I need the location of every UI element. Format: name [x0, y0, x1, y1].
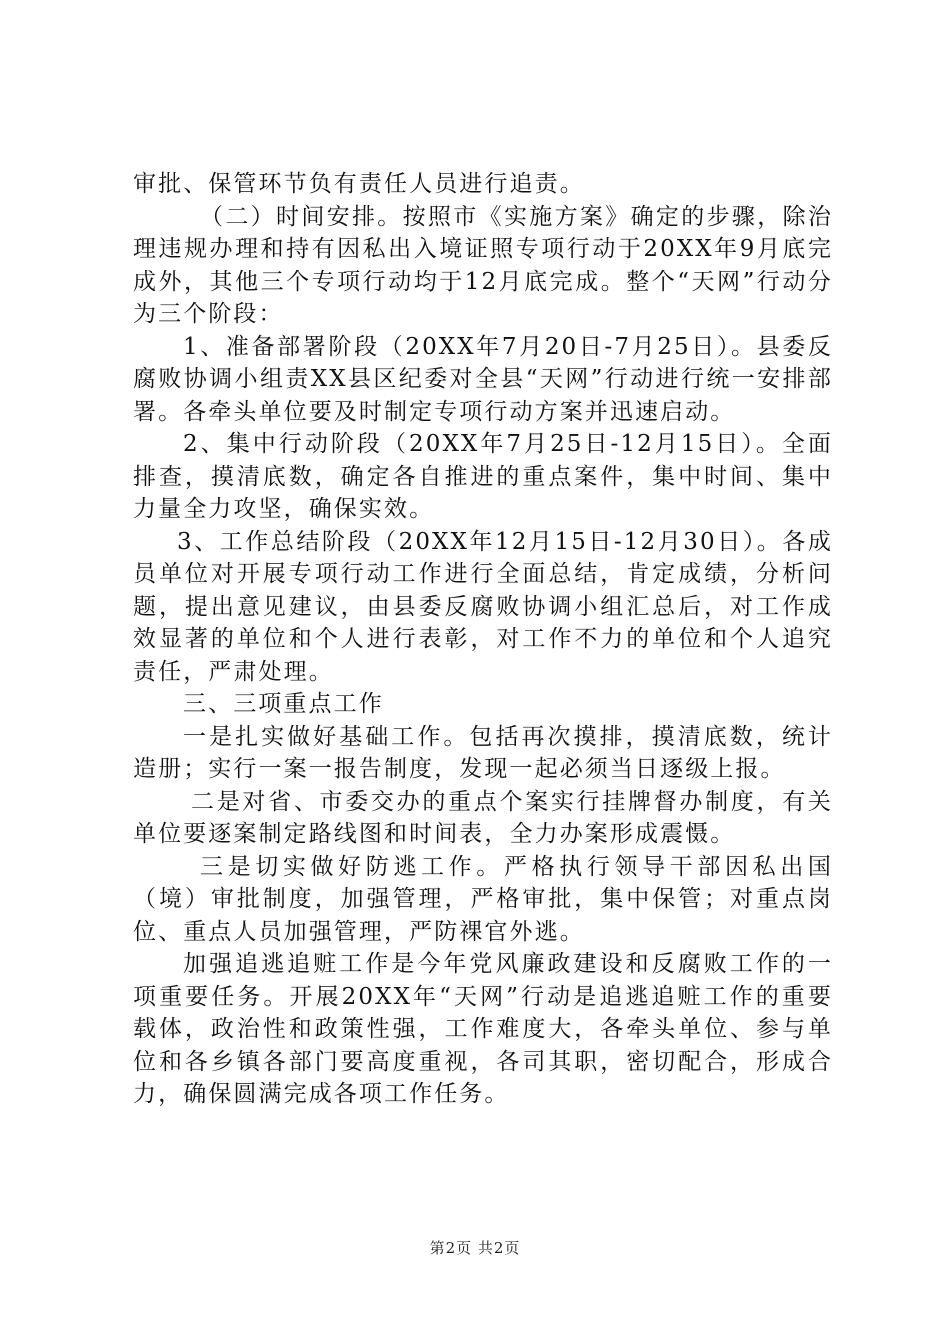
- document-body: [133, 168, 833, 1111]
- paragraph-phase-summary: 3、工作总结阶段（20XX年12月15日-12月30日）。各成员单位对开展专项行动工作进行全面总结，肯定成绩，分析问题，提出意见建议，由县委反腐败协调小组汇总后，对工作成效显著的单位和个人进行表彰，对工作不力的单位和个人追究责任，严肃处理。: [133, 528, 833, 685]
- page-number-footer: 第2页 共2页: [429, 1239, 521, 1257]
- paragraph-time-schedule: （二）时间安排。按照市《实施方案》确定的步骤，除治理违规办理和持有因私出入境证照专项行动于20XX年9月底完成外，其他三个专项行动均于12月底完成。整个“天网”行动分为三个阶段：: [133, 203, 833, 327]
- paragraph-key-task-2: 二是对省、市委交办的重点个案实行挂牌督办制度，有关单位要逐案制定路线图和时间表，全力办案形成震慑。: [133, 788, 833, 847]
- paragraph-key-task-1: 一是扎实做好基础工作。包括再次摸排，摸清底数，统计造册；实行一案一报告制度，发现一起必须当日逐级上报。: [133, 723, 833, 782]
- paragraph-approval-accountability: 审批、保管环节负有责任人员进行追责。: [133, 171, 585, 197]
- paragraph-phase-preparation: 1、准备部署阶段（20XX年7月20日-7月25日）。县委反腐败协调小组责XX县区纪委对全县“天网”行动进行统一安排部署。各牵头单位要及时制定专项行动方案并迅速启动。: [133, 333, 833, 425]
- section-heading-key-tasks: 三、三项重点工作: [183, 691, 384, 717]
- paragraph-key-task-3: 三是切实做好防逃工作。严格执行领导干部因私出国（境）审批制度，加强管理，严格审批，集中保管；对重点岗位、重点人员加强管理，严防裸官外逃。: [133, 853, 833, 945]
- paragraph-conclusion: 加强追逃追赃工作是今年党风廉政建设和反腐败工作的一项重要任务。开展20XX年“天网”行动是追逃追赃工作的重要载体，政治性和政策性强，工作难度大，各牵头单位、参与单位和各乡镇各部门要高度重视，各司其职，密切配合，形成合力，确保圆满完成各项工作任务。: [133, 951, 833, 1107]
- paragraph-phase-action: 2、集中行动阶段（20XX年7月25日-12月15日）。全面排查，摸清底数，确定各自推进的重点案件，集中时间、集中力量全力攻坚，确保实效。: [133, 431, 833, 522]
